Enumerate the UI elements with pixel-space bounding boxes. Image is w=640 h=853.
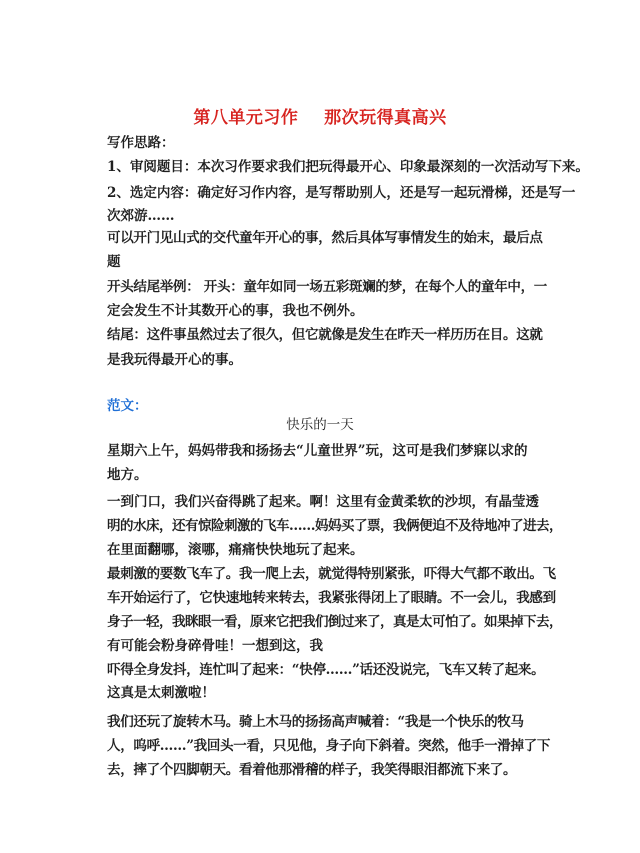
thinking-line: 1、审阅题目：本次习作要求我们把玩得最开心、印象最深刻的一次活动写下来。 bbox=[107, 159, 589, 175]
thinking-heading: 写作思路： bbox=[107, 135, 175, 151]
thinking-line: 是我玩得最开心的事。 bbox=[107, 352, 242, 368]
essay-line: 有可能会粉身碎骨哇！一想到这，我 bbox=[107, 638, 323, 654]
essay-line: 在里面翻哪，滚哪，痛痛快快地玩了起来。 bbox=[107, 542, 364, 558]
essay-line: 吓得全身发抖，连忙叫了起来：“快停……”话还没说完，飞车又转了起来。 bbox=[107, 662, 545, 678]
essay-title: 快乐的一天 bbox=[286, 417, 354, 433]
essay-line: 身子一轻，我眯眼一看，原来它把我们倒过来了，真是太可怕了。如果掉下去， bbox=[107, 614, 562, 630]
thinking-line: 结尾：这件事虽然过去了很久，但它就像是发生在昨天一样历历在目。这就 bbox=[107, 327, 543, 343]
page-title: 第八单元习作 那次玩得真高兴 bbox=[193, 108, 447, 128]
essay-line: 一到门口，我们兴奋得跳了起来。啊！这里有金黄柔软的沙坝，有晶莹透 bbox=[107, 494, 539, 510]
thinking-line: 题 bbox=[107, 254, 121, 270]
essay-line: 去，摔了个四脚朝天。看着他那滑稽的样子，我笑得眼泪都流下来了。 bbox=[107, 762, 517, 778]
essay-line: 人，呜呼……”我回头一看，只见他，身子向下斜着。突然，他手一滑掉了下 bbox=[107, 738, 551, 754]
essay-label: 范文： bbox=[107, 398, 148, 414]
essay-line: 最刺激的要数飞车了。我一爬上去，就觉得特别紧张，吓得大气都不敢出。飞 bbox=[107, 566, 556, 582]
thinking-line: 定会发生不计其数开心的事，我也不例外。 bbox=[107, 303, 364, 319]
thinking-line: 次郊游…… bbox=[107, 208, 175, 224]
essay-line: 我们还玩了旋转木马。骑上木马的扬扬高声喊着：“我是一个快乐的牧马 bbox=[107, 714, 524, 730]
thinking-line: 可以开门见山式的交代童年开心的事，然后具体写事情发生的始末，最后点 bbox=[107, 230, 543, 246]
essay-line: 星期六上午，妈妈带我和扬扬去“儿童世界”玩，这可是我们梦寐以求的 bbox=[107, 443, 528, 459]
thinking-line: 2、选定内容：确定好习作内容，是写帮助别人，还是写一起玩滑梯，还是写一 bbox=[107, 185, 576, 201]
essay-line: 明的水床，还有惊险刺激的飞车……妈妈买了票，我俩便迫不及待地冲了进去， bbox=[107, 518, 562, 534]
essay-line: 车开始运行了，它快速地转来转去，我紧张得闭上了眼睛。不一会儿，我感到 bbox=[107, 590, 556, 606]
essay-line: 这真是太刺激啦！ bbox=[107, 685, 215, 701]
essay-line: 地方。 bbox=[107, 467, 148, 483]
thinking-line: 开头结尾举例： 开头：童年如同一场五彩斑斓的梦，在每个人的童年中，一 bbox=[107, 279, 547, 295]
